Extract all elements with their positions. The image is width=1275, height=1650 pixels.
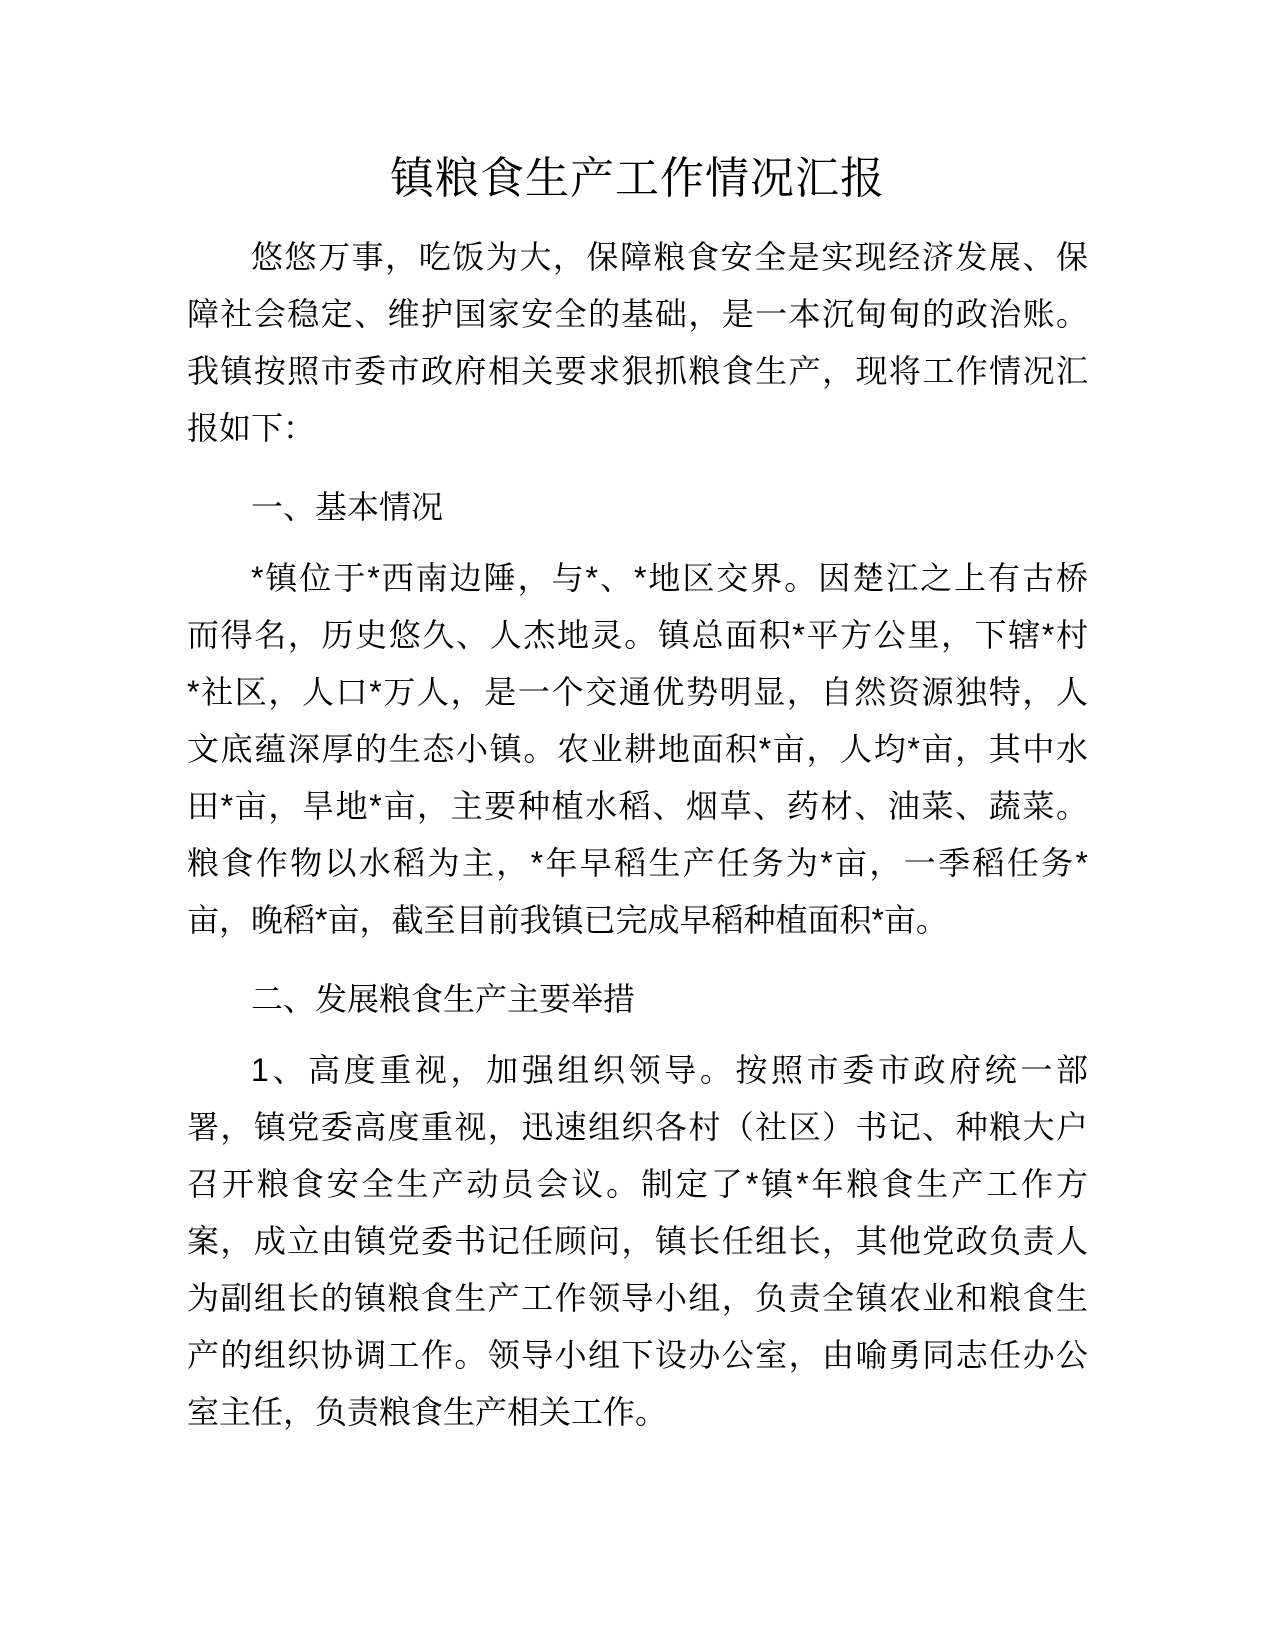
text-line: *社区，人口*万人，是一个交通优势明显，自然资源独特，人 xyxy=(187,674,1088,710)
text-line: 田*亩，旱地*亩，主要种植水稻、烟草、药材、油菜、蔬菜。 xyxy=(187,788,1088,824)
text-line: 障社会稳定、维护国家安全的基础，是一本沉甸甸的政治账。 xyxy=(187,296,1088,332)
text-line: 我镇按照市委市政府相关要求狠抓粮食生产，现将工作情况汇 xyxy=(187,353,1088,389)
section-heading: 二、发展粮食生产主要举措 xyxy=(251,981,636,1017)
text-line: 为副组长的镇粮食生产工作领导小组，负责全镇农业和粮食生 xyxy=(187,1280,1088,1316)
text-line: 署，镇党委高度重视，迅速组织各村（社区）书记、种粮大户 xyxy=(187,1109,1088,1145)
text-line: 粮食作物以水稻为主，*年早稻生产任务为*亩，一季稻任务* xyxy=(187,845,1088,881)
text-line: 案，成立由镇党委书记任顾问，镇长任组长，其他党政负责人 xyxy=(187,1223,1088,1259)
section-heading: 一、基本情况 xyxy=(251,489,444,525)
text-line: 报如下： xyxy=(187,410,316,446)
document-title: 镇粮食生产工作情况汇报 xyxy=(390,154,885,203)
text-line: 1、高度重视，加强组织领导。按照市委市政府统一部 xyxy=(251,1052,1088,1088)
text-line: 室主任，负责粮食生产相关工作。 xyxy=(187,1394,668,1430)
text-line: 产的组织协调工作。领导小组下设办公室，由喻勇同志任办公 xyxy=(187,1337,1088,1373)
text-line: 亩，晚稻*亩，截至目前我镇已完成早稻种植面积*亩。 xyxy=(187,902,948,938)
document-body xyxy=(187,229,1088,1441)
text-line: 文底蕴深厚的生态小镇。农业耕地面积*亩，人均*亩，其中水 xyxy=(187,731,1088,767)
paragraph xyxy=(187,1042,1088,1441)
paragraph xyxy=(187,550,1088,949)
text-line: 而得名，历史悠久、人杰地灵。镇总面积*平方公里，下辖*村 xyxy=(187,617,1088,653)
text-line: 悠悠万事，吃饭为大，保障粮食安全是实现经济发展、保 xyxy=(251,239,1088,275)
text-line: 召开粮食安全生产动员会议。制定了*镇*年粮食生产工作方 xyxy=(187,1166,1088,1202)
paragraph xyxy=(187,229,1088,457)
text-line: *镇位于*西南边陲，与*、*地区交界。因楚江之上有古桥 xyxy=(251,560,1088,596)
